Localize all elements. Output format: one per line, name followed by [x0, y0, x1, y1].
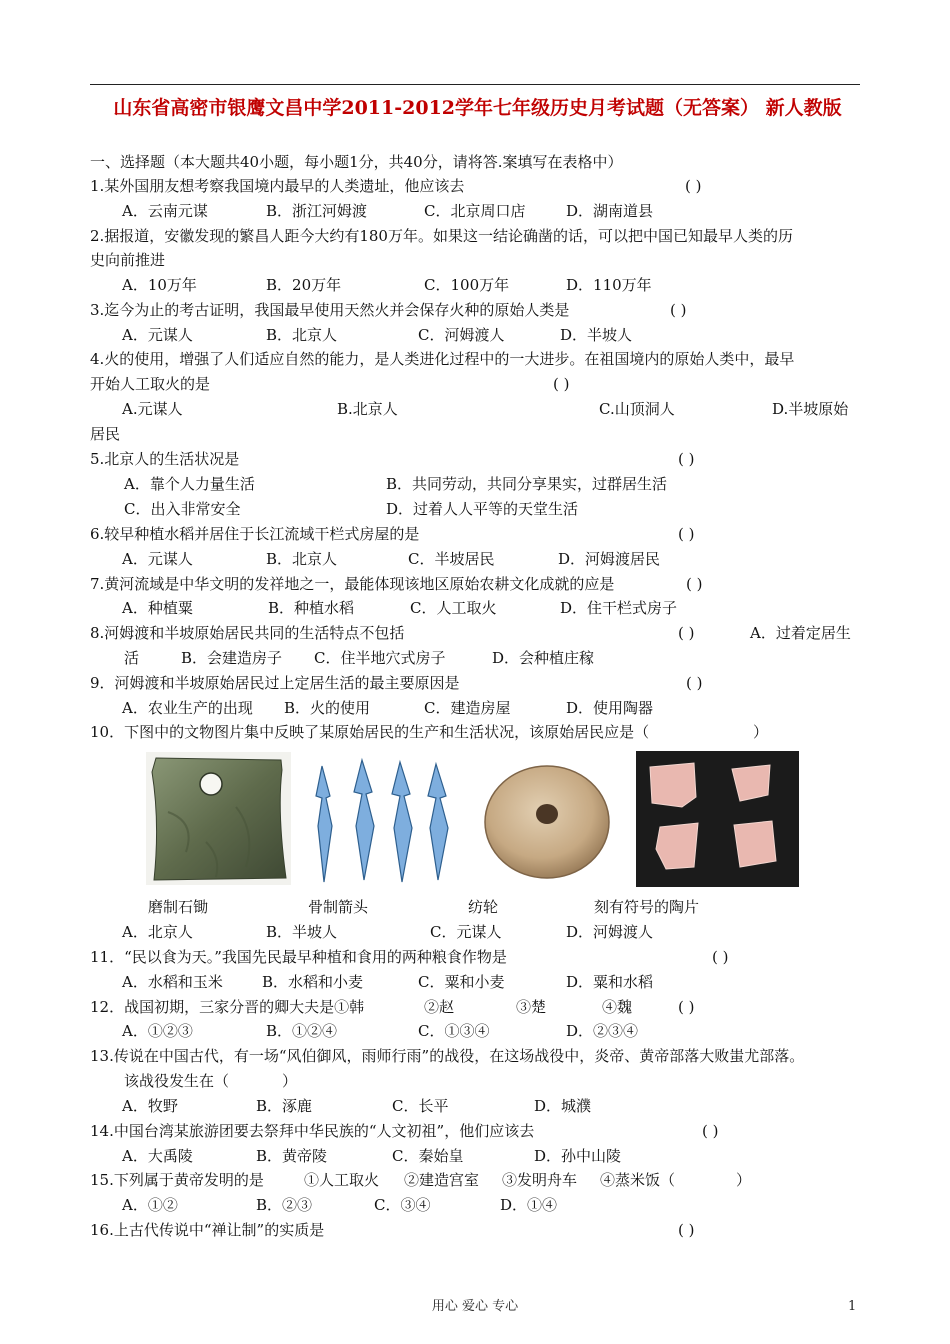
question-10-stem: 10．下图中的文物图片集中反映了某原始居民的生产和生活状况，该原始居民应是（ — [90, 723, 650, 741]
page-footer: 用心 爱心 专心 — [431, 1299, 519, 1314]
question-15-stem-part: ①人工取火 — [304, 1171, 380, 1189]
answer-blank: ( ) — [712, 948, 729, 966]
section-heading: 一、选择题（本大题共40小题，每小题1分，共40分，请将答.案填写在表格中） — [90, 153, 623, 171]
pottery-shards-image — [636, 751, 799, 887]
option: B．共同劳动，共同分享果实，过群居生活 — [386, 475, 668, 493]
image-caption: 纺轮 — [468, 898, 499, 916]
option: B．北京人 — [266, 326, 338, 344]
answer-blank: ( ) — [678, 998, 695, 1016]
answer-blank: ( ) — [702, 1122, 719, 1140]
question-15-stem: 15.下列属于黄帝发明的是 — [90, 1171, 264, 1189]
option: B．涿鹿 — [256, 1097, 313, 1115]
option: B．②③ — [256, 1196, 313, 1214]
option: D.半坡原始 — [772, 400, 849, 418]
option: B.北京人 — [337, 400, 398, 418]
option: D．河姆渡居民 — [558, 550, 661, 568]
option: D．110万年 — [566, 276, 652, 294]
option: A．云南元谋 — [122, 202, 208, 220]
option: A．过着定居生 — [750, 624, 851, 642]
page-title: 山东省高密市银鹰文昌中学2011-2012学年七年级历史月考试题（无答案） 新人教版 — [113, 97, 842, 119]
question-15-stem-close: ） — [736, 1171, 752, 1189]
question-15-stem-part: ②建造宫室 — [404, 1171, 480, 1189]
option: D．河姆渡人 — [566, 923, 654, 941]
option: C．①③④ — [418, 1022, 490, 1040]
answer-blank: ( ) — [553, 375, 570, 393]
option: D．过着人人平等的天堂生活 — [386, 500, 579, 518]
option: B．半坡人 — [266, 923, 338, 941]
question-15-stem-part: ④蒸米饭（ — [600, 1171, 676, 1189]
option: A.元谋人 — [122, 400, 183, 418]
option: C．住半地穴式房子 — [314, 649, 446, 667]
question-3-stem: 3.迄今为止的考古证明，我国最早使用天然火并会保存火种的原始人类是 — [90, 301, 570, 319]
question-9-stem: 9．河姆渡和半坡原始居民过上定居生活的最主要原因是 — [90, 674, 460, 692]
option: A．10万年 — [122, 276, 197, 294]
spindle-whorl-image — [480, 758, 614, 882]
question-13-stem-cont: 该战役发生在（ — [124, 1072, 230, 1090]
answer-blank: ( ) — [686, 575, 703, 593]
option: A．牧野 — [122, 1097, 178, 1115]
option: A．大禹陵 — [122, 1147, 193, 1165]
question-5-stem: 5.北京人的生活状况是 — [90, 450, 240, 468]
question-6-stem: 6.较早种植水稻并居住于长江流域干栏式房屋的是 — [90, 525, 420, 543]
option: C．北京周口店 — [424, 202, 526, 220]
option: D．湖南道县 — [566, 202, 654, 220]
option: A．元谋人 — [122, 550, 193, 568]
header-rule — [90, 84, 860, 85]
page-number: 1 — [848, 1299, 857, 1314]
option-cont: 活 — [124, 649, 140, 667]
question-1-stem: 1.某外国朋友想考察我国境内最早的人类遗址，他应该去 — [90, 177, 465, 195]
option: C．人工取火 — [410, 599, 497, 617]
option: B．20万年 — [266, 276, 342, 294]
question-8-stem: 8.河姆渡和半坡原始居民共同的生活特点不包括 — [90, 624, 405, 642]
question-12-stem-part: ④魏 — [602, 998, 633, 1016]
question-12-stem: 12．战国初期，三家分晋的卿大夫是①韩 — [90, 998, 365, 1016]
question-7-stem: 7.黄河流域是中华文明的发祥地之一，最能体现该地区原始农耕文化成就的应是 — [90, 575, 615, 593]
answer-blank: ( ) — [686, 674, 703, 692]
option: D．孙中山陵 — [534, 1147, 622, 1165]
option: A．种植粟 — [122, 599, 193, 617]
option: C.山顶洞人 — [599, 400, 675, 418]
option: A．农业生产的出现 — [122, 699, 253, 717]
question-15-stem-part: ③发明舟车 — [502, 1171, 578, 1189]
answer-blank: ( ) — [670, 301, 687, 319]
stone-hoe-image — [146, 752, 291, 885]
question-11-stem: 11．“民以食为天。”我国先民最早种植和食用的两种粮食作物是 — [90, 948, 507, 966]
option: B．黄帝陵 — [256, 1147, 328, 1165]
option: D．①④ — [500, 1196, 558, 1214]
option: B．火的使用 — [284, 699, 371, 717]
option: C．秦始皇 — [392, 1147, 464, 1165]
question-4-stem: 4.火的使用，增强了人们适应自然的能力，是人类进化过程中的一大进步。在祖国境内的原始人类中，最早 — [90, 350, 795, 368]
question-13-stem-close: ） — [282, 1072, 298, 1090]
option: B．水稻和小麦 — [262, 973, 364, 991]
option: D．会种植庄稼 — [492, 649, 595, 667]
question-16-stem: 16.上古代传说中“禅让制”的实质是 — [90, 1221, 325, 1239]
option: A．水稻和玉米 — [122, 973, 223, 991]
answer-blank: ( ) — [678, 450, 695, 468]
option: C．河姆渡人 — [418, 326, 505, 344]
option: C．出入非常安全 — [124, 500, 241, 518]
question-12-stem-part: ③楚 — [516, 998, 547, 1016]
option: B．会建造房子 — [181, 649, 283, 667]
option: A．元谋人 — [122, 326, 193, 344]
option: B．①②④ — [266, 1022, 338, 1040]
option: A．①② — [122, 1196, 178, 1214]
option: C．元谋人 — [430, 923, 502, 941]
answer-blank: ( ) — [678, 525, 695, 543]
option: D．城濮 — [534, 1097, 592, 1115]
option: D．使用陶器 — [566, 699, 654, 717]
option: C．半坡居民 — [408, 550, 495, 568]
option: C．100万年 — [424, 276, 510, 294]
question-13-stem: 13.传说在中国古代，有一场“风伯御风，雨师行雨”的战役，在这场战役中，炎帝、黄帝部落大败蚩尤部落。 — [90, 1047, 805, 1065]
image-caption: 骨制箭头 — [308, 898, 369, 916]
question-14-stem: 14.中国台湾某旅游团要去祭拜中华民族的“人文初祖”，他们应该去 — [90, 1122, 535, 1140]
question-2-stem: 2.据报道，安徽发现的繁昌人距今大约有180万年。如果这一结论确凿的话，可以把中国已知最早人类的历 — [90, 227, 793, 245]
option: D．②③④ — [566, 1022, 639, 1040]
option: A．靠个人力量生活 — [124, 475, 255, 493]
answer-blank: ( ) — [685, 177, 702, 195]
option: A．①②③ — [122, 1022, 193, 1040]
option: B．种植水稻 — [268, 599, 355, 617]
image-caption: 磨制石锄 — [148, 898, 209, 916]
option: D．住干栏式房子 — [560, 599, 678, 617]
option: C．粟和小麦 — [418, 973, 505, 991]
question-2-stem-cont: 史向前推进 — [90, 251, 166, 269]
question-10-stem-close: ） — [753, 723, 769, 741]
option: C．长平 — [392, 1097, 449, 1115]
option-cont: 居民 — [90, 425, 121, 443]
option: A．北京人 — [122, 923, 193, 941]
answer-blank: ( ) — [678, 624, 695, 642]
option: B．浙江河姆渡 — [266, 202, 368, 220]
option: D．半坡人 — [560, 326, 633, 344]
option: D．粟和水稻 — [566, 973, 654, 991]
question-12-stem-part: ②赵 — [424, 998, 455, 1016]
option: C．建造房屋 — [424, 699, 511, 717]
question-4-stem-cont: 开始人工取火的是 — [90, 375, 211, 393]
option: C．③④ — [374, 1196, 431, 1214]
answer-blank: ( ) — [678, 1221, 695, 1239]
image-caption: 刻有符号的陶片 — [594, 898, 700, 916]
option: B．北京人 — [266, 550, 338, 568]
bone-arrowheads-image — [302, 756, 457, 884]
